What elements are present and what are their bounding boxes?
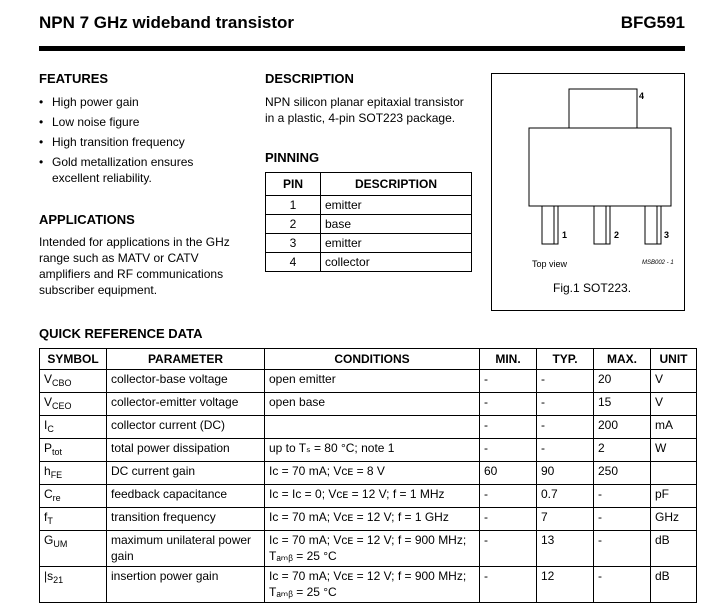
table-row: [266, 234, 472, 253]
unit-cell: pF: [651, 485, 697, 508]
min-cell: -: [480, 393, 537, 416]
conditions-cell: Iᴄ = 70 mA; Vᴄᴇ = 12 V; f = 1 GHz: [265, 508, 480, 531]
min-cell: -: [480, 531, 537, 567]
parameter-cell: collector-base voltage: [107, 370, 265, 393]
pinning-heading: PINNING: [265, 150, 320, 165]
typ-cell: 12: [537, 567, 594, 603]
parameter-cell: maximum unilateral power gain: [107, 531, 265, 567]
table-row: [266, 196, 472, 215]
parameter-cell: total power dissipation: [107, 439, 265, 462]
typ-cell: 7: [537, 508, 594, 531]
max-cell: -: [594, 485, 651, 508]
parameter-cell: insertion power gain: [107, 567, 265, 603]
description-column-header: DESCRIPTION: [321, 173, 472, 196]
description-text: NPN silicon planar epitaxial transistor in a plastic, 4-pin SOT223 package.: [265, 95, 464, 125]
parameter-column-header: PARAMETER: [107, 349, 265, 370]
pin-description: emitter: [321, 196, 472, 215]
unit-cell: W: [651, 439, 697, 462]
parameter-cell: transition frequency: [107, 508, 265, 531]
pin-column-header: PIN: [266, 173, 321, 196]
typ-cell: 90: [537, 462, 594, 485]
applications-heading: APPLICATIONS: [39, 212, 135, 227]
symbol-cell: [40, 485, 107, 508]
pin-description: emitter: [321, 234, 472, 253]
symbol-cell: [40, 393, 107, 416]
document-title: NPN 7 GHz wideband transistor: [39, 13, 295, 32]
header-rule: [39, 46, 685, 51]
conditions-cell: open emitter: [265, 370, 480, 393]
table-row: [40, 416, 697, 439]
symbol-cell: [40, 567, 107, 603]
unit-cell: dB: [651, 567, 697, 603]
symbol-main: G: [44, 533, 54, 547]
features-heading: FEATURES: [39, 71, 109, 86]
symbol-cell: [40, 416, 107, 439]
symbol-cell: [40, 370, 107, 393]
pin-3-label: 3: [664, 230, 670, 240]
unit-cell: mA: [651, 416, 697, 439]
symbol-main: V: [44, 372, 53, 386]
parameter-cell: feedback capacitance: [107, 485, 265, 508]
symbol-column-header: SYMBOL: [40, 349, 107, 370]
unit-cell: V: [651, 393, 697, 416]
symbol-subscript: CBO: [52, 378, 72, 388]
conditions-cell: Iᴄ = 70 mA; Vᴄᴇ = 12 V; f = 900 MHz; Tₐₘᵦ = 25 °C: [265, 567, 480, 603]
symbol-cell: [40, 462, 107, 485]
max-cell: -: [594, 508, 651, 531]
feature-item: • High power gain: [39, 94, 239, 110]
symbol-main: P: [44, 441, 53, 455]
quick-reference-table: [39, 348, 697, 603]
parameter-cell: collector-emitter voltage: [107, 393, 265, 416]
pin-1-label: 1: [562, 230, 568, 240]
max-cell: 250: [594, 462, 651, 485]
quick-reference-heading: QUICK REFERENCE DATA: [39, 326, 203, 341]
conditions-column-header: CONDITIONS: [265, 349, 480, 370]
symbol-main: V: [44, 395, 53, 409]
conditions-cell: [265, 416, 480, 439]
typ-cell: -: [537, 416, 594, 439]
parameter-cell: collector current (DC): [107, 416, 265, 439]
min-cell: -: [480, 370, 537, 393]
max-cell: 15: [594, 393, 651, 416]
table-row: [40, 393, 697, 416]
symbol-cell: [40, 439, 107, 462]
symbol-subscript: T: [47, 516, 53, 526]
description-heading: DESCRIPTION: [265, 71, 354, 86]
symbol-main: I: [44, 418, 48, 432]
applications-text: Intended for applications in the GHz range such as MATV or CATV amplifiers and RF communications subscriber equipment.: [39, 235, 230, 297]
max-cell: 200: [594, 416, 651, 439]
pin-2-label: 2: [614, 230, 620, 240]
pin-description: base: [321, 215, 472, 234]
min-cell: -: [480, 416, 537, 439]
min-column-header: MIN.: [480, 349, 537, 370]
typ-cell: -: [537, 370, 594, 393]
table-row: [40, 567, 697, 603]
max-column-header: MAX.: [594, 349, 651, 370]
typ-cell: 0.7: [537, 485, 594, 508]
pin-number: 3: [266, 234, 321, 253]
feature-item: • Low noise figure: [39, 114, 239, 130]
pin-description: collector: [321, 253, 472, 272]
unit-cell: GHz: [651, 508, 697, 531]
symbol-main: |s: [44, 569, 54, 583]
symbol-main: h: [44, 464, 51, 478]
symbol-subscript: tot: [52, 447, 63, 457]
figure-caption: Fig.1 SOT223.: [553, 281, 632, 295]
min-cell: -: [480, 485, 537, 508]
conditions-cell: Iᴄ = 70 mA; Vᴄᴇ = 12 V; f = 900 MHz; Tₐₘᵦ = 25 °C: [265, 531, 480, 567]
features-list: [39, 94, 239, 190]
pin-number: 4: [266, 253, 321, 272]
typ-column-header: TYP.: [537, 349, 594, 370]
conditions-cell: Iᴄ = Iᴄ = 0; Vᴄᴇ = 12 V; f = 1 MHz: [265, 485, 480, 508]
top-view-label: Top view: [532, 259, 568, 269]
max-cell: -: [594, 531, 651, 567]
symbol-subscript: UM: [53, 539, 68, 549]
unit-cell: [651, 462, 697, 485]
sot223-figure: [491, 73, 685, 311]
table-row: [40, 485, 697, 508]
symbol-cell: [40, 531, 107, 567]
table-row: [266, 215, 472, 234]
symbol-subscript: 21: [53, 575, 64, 585]
typ-cell: -: [537, 439, 594, 462]
sot223-package-drawing: [492, 74, 684, 310]
pin-4-label: 4: [639, 91, 645, 101]
pin-number: 1: [266, 196, 321, 215]
figure-code: MSB002 - 1: [642, 260, 674, 266]
typ-cell: -: [537, 393, 594, 416]
feature-item: • High transition frequency: [39, 134, 239, 150]
symbol-cell: [40, 508, 107, 531]
unit-column-header: UNIT: [651, 349, 697, 370]
table-row: [40, 462, 697, 485]
conditions-cell: open base: [265, 393, 480, 416]
max-cell: 2: [594, 439, 651, 462]
symbol-subscript: FE: [50, 470, 63, 480]
symbol-subscript: C: [47, 424, 54, 434]
symbol-subscript: CEO: [52, 401, 72, 411]
table-row: [40, 531, 697, 567]
max-cell: -: [594, 567, 651, 603]
symbol-main: f: [44, 510, 48, 524]
typ-cell: 13: [537, 531, 594, 567]
table-row: [40, 439, 697, 462]
min-cell: -: [480, 567, 537, 603]
table-row: [40, 370, 697, 393]
unit-cell: dB: [651, 531, 697, 567]
conditions-cell: up to Tₛ = 80 °C; note 1: [265, 439, 480, 462]
pin-number: 2: [266, 215, 321, 234]
conditions-cell: Iᴄ = 70 mA; Vᴄᴇ = 8 V: [265, 462, 480, 485]
min-cell: 60: [480, 462, 537, 485]
parameter-cell: DC current gain: [107, 462, 265, 485]
table-row: [40, 508, 697, 531]
symbol-subscript: re: [52, 493, 61, 503]
symbol-main: C: [44, 487, 53, 501]
unit-cell: V: [651, 370, 697, 393]
part-number: BFG591: [620, 13, 685, 32]
min-cell: -: [480, 439, 537, 462]
pinning-table: [265, 172, 472, 272]
min-cell: -: [480, 508, 537, 531]
feature-item: • Gold metallization ensures excellent reliability.: [39, 154, 239, 186]
max-cell: 20: [594, 370, 651, 393]
table-row: [266, 253, 472, 272]
